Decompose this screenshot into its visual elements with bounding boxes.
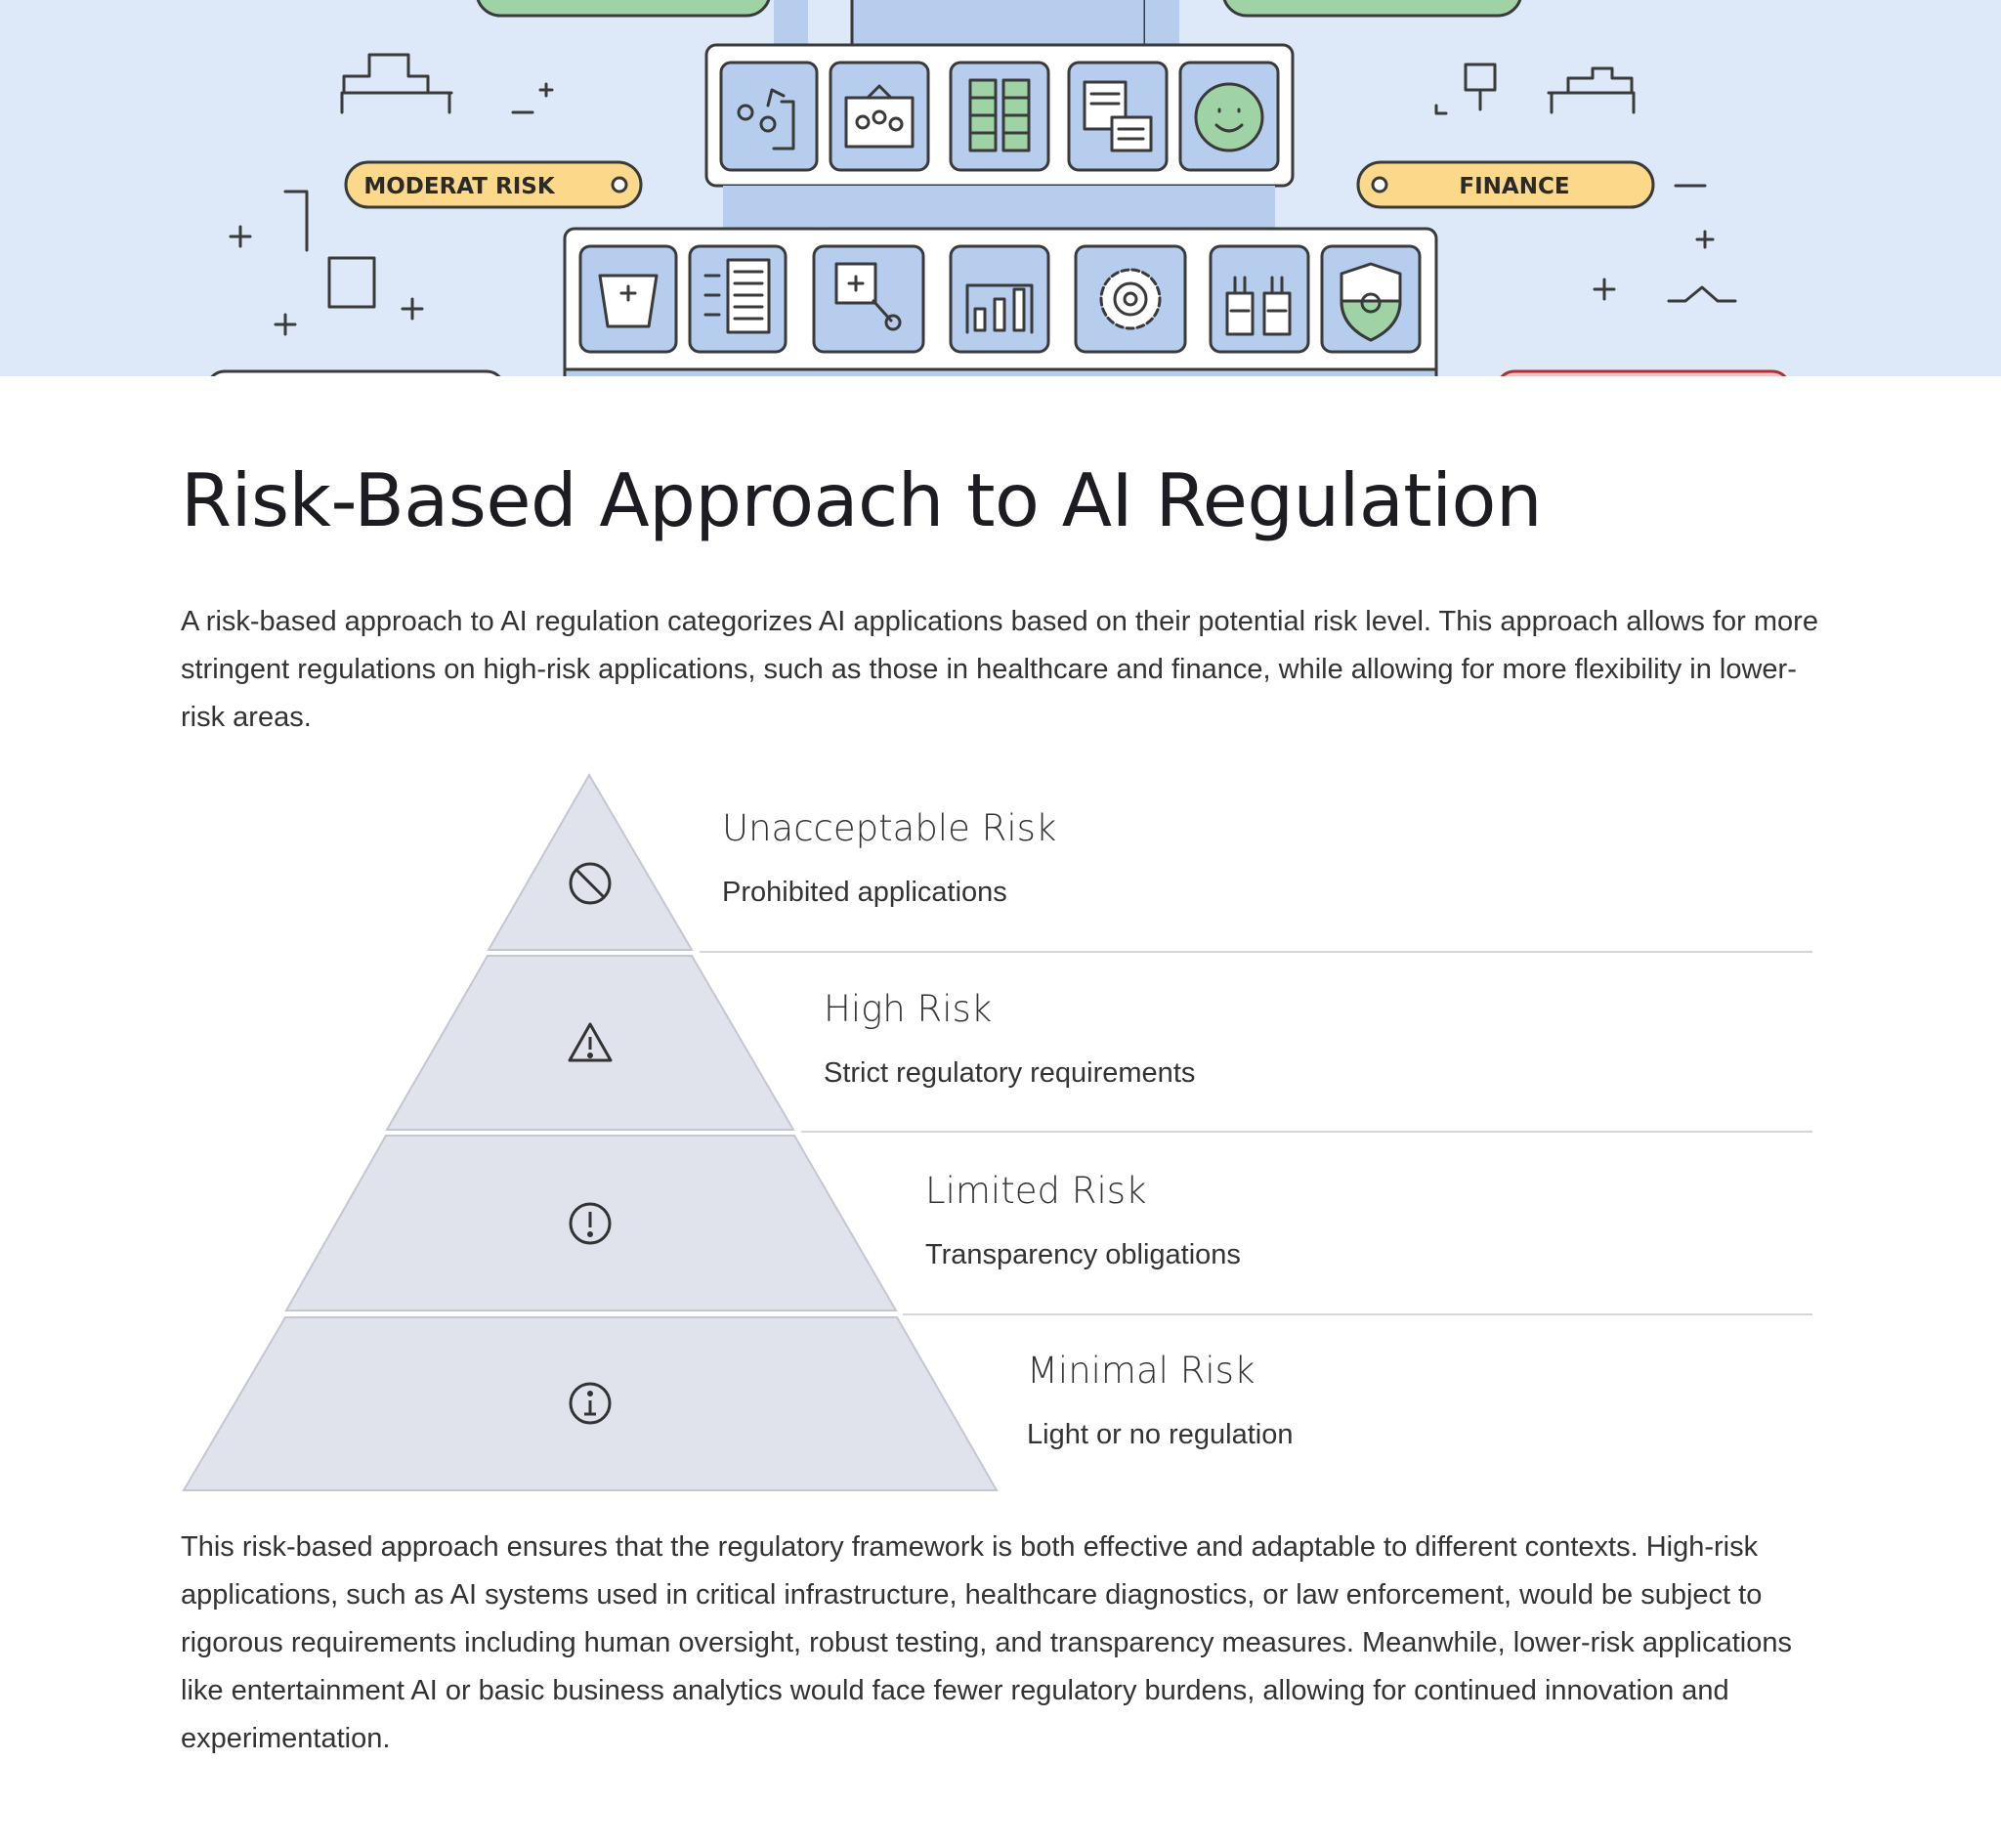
tier-subtitle-high: Strict regulatory requirements <box>824 1057 1196 1089</box>
risk-pyramid <box>0 762 2001 1505</box>
tier-high <box>387 956 1812 1132</box>
smiley-icon <box>1180 63 1278 170</box>
intro-paragraph: A risk-based approach to AI regulation categorizes AI applications based on their potential risk level. This approach allows for more stringent regulations on high-risk applications, such as those in healthcare and finance, while allowing for more flexibility in lower-risk areas. <box>181 606 1818 733</box>
tier-title-minimal: Minimal Risk <box>1027 1350 1256 1392</box>
finance-label: FINANCE <box>1459 174 1570 199</box>
network-board-icon <box>830 63 928 170</box>
conclusion-paragraph: This risk-based approach ensures that the regulatory framework is both effective and adaptable to different contexts. High-risk applications, such as AI systems used in critical infrastructure, healthcare diagnostics, or law enforcement, would be subject to rigorous requirements including human oversight, robust testing, and transparency measures. Meanwhile, lower-risk applications like entertainment AI or basic business analytics would face fewer regulatory burdens, allowing for continued innovation and experimentation. <box>181 1531 1792 1754</box>
tier-title-high: High Risk <box>824 988 993 1030</box>
medical-search-icon <box>814 246 923 352</box>
documents-icon <box>1069 63 1167 170</box>
hero-graphic <box>0 0 2001 376</box>
checklist-icon <box>690 246 786 352</box>
tier-limited <box>286 1136 1812 1314</box>
tier-minimal <box>184 1317 997 1490</box>
hero-illustration <box>0 0 2001 376</box>
tier-title-limited: Limited Risk <box>925 1170 1147 1212</box>
tier-subtitle-unacceptable: Prohibited applications <box>722 877 1007 908</box>
top-right-tag <box>1223 0 1521 16</box>
moderate-risk-label: MODERAT RISK <box>363 174 555 199</box>
tier-subtitle-limited: Transparency obligations <box>925 1239 1241 1270</box>
shield-icon <box>1322 246 1420 352</box>
server-rack-icon <box>951 63 1048 170</box>
robot-arm-icon <box>721 63 817 170</box>
tier-title-unacceptable: Unacceptable Risk <box>722 807 1057 849</box>
medical-bin-icon <box>580 246 676 352</box>
page-title: Risk-Based Approach to AI Regulation <box>181 457 1542 543</box>
gear-icon <box>1076 246 1185 352</box>
tier-subtitle-minimal: Light or no regulation <box>1027 1419 1294 1450</box>
tier-unacceptable <box>489 775 1812 952</box>
top-left-tag <box>477 0 770 16</box>
bottles-icon <box>1211 246 1308 352</box>
bar-chart-icon <box>951 246 1048 352</box>
